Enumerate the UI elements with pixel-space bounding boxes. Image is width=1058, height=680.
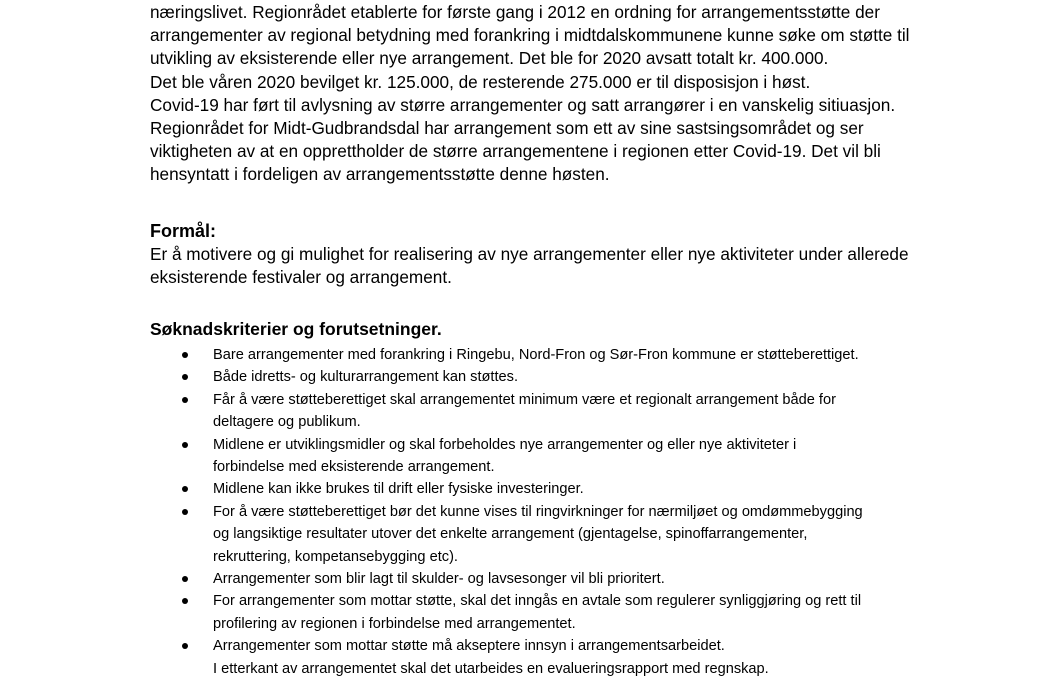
criteria-list-item [150,434,863,479]
formal-line: eksisterende festivaler og arrangement. [150,267,452,288]
bullet-icon [182,397,188,403]
formal-section [150,219,909,289]
criteria-item-line: Både idretts- og kulturarrangement kan støttes. [213,369,518,386]
intro-line: næringslivet. Regionrådet etablerte for første gang i 2012 en ordning for arrangementsstøtte der [150,2,880,22]
criteria-list-item [150,344,863,366]
criteria-list-item [150,389,863,434]
criteria-item-line: Midlene kan ikke brukes til drift eller fysiske investeringer. [213,481,584,498]
criteria-list-item [150,590,863,635]
criteria-item-line: og langsiktige resultater utover det enkelte arrangement (gjentagelse, spinoffarrangementer, [213,526,808,543]
criteria-list-item [150,478,863,500]
intro-line: Det ble våren 2020 bevilget kr. 125.000, de resterende 275.000 er til disposisjon i høst. [150,71,811,92]
criteria-item-line: Midlene er utviklingsmidler og skal forbeholdes nye arrangementer og eller nye aktiviteter i [213,436,797,453]
criteria-item-line: deltagere og publikum. [213,414,361,431]
intro-line: arrangementer av regional betydning med forankring i midtdalskommunene kunne søke om støtte til [150,25,910,46]
intro-line: viktigheten av at en opprettholder de større arrangementene i regionen etter Covid-19. Det vil bli [150,141,881,162]
criteria-list-item [150,501,863,568]
criteria-list-item [150,635,863,680]
criteria-item-line: I etterkant av arrangementet skal det utarbeides en evalueringsrapport med regnskap. [213,660,769,677]
bullet-icon [182,352,188,358]
criteria-item-line: rekruttering, kompetansebygging etc). [213,548,458,565]
bullet-icon [182,442,188,448]
criteria-item-line: Arrangementer som blir lagt til skulder- og lavsesonger vil bli prioritert. [213,571,665,588]
criteria-list-item [150,366,863,388]
bullet-icon [182,598,188,604]
criteria-section [150,317,863,680]
formal-heading: Formål: [150,221,217,241]
intro-line: utvikling av eksisterende eller nye arrangement. Det ble for 2020 avsatt totalt kr. 400.000. [150,48,829,69]
bullet-icon [182,643,188,649]
criteria-list [150,344,863,680]
criteria-item-line: forbindelse med eksisterende arrangement. [213,459,495,476]
formal-line: Er å motivere og gi mulighet for realisering av nye arrangementer eller nye aktiviteter under allerede [150,244,909,264]
intro-line: Covid-19 har ført til avlysning av større arrangementer og satt arrangører i en vanskelig sitiuasjon. [150,94,896,115]
criteria-list-item [150,568,863,590]
criteria-item-line: Bare arrangementer med forankring i Ringebu, Nord-Fron og Sør-Fron kommune er støtteberettiget. [213,347,859,363]
bullet-icon [182,576,188,582]
criteria-heading: Søknadskriterier og forutsetninger. [150,319,442,339]
criteria-item-line: For å være støtteberettiget bør det kunne vises til ringvirkninger for nærmiljøet og omdømmebygging [213,503,863,520]
intro-line: Regionrådet for Midt-Gudbrandsdal har arrangement som ett av sine sastsingsområdet og ser [150,118,864,139]
bullet-icon [182,374,188,380]
intro-paragraph [150,1,910,187]
criteria-item-line: For arrangementer som mottar støtte, skal det inngås en avtale som regulerer synliggjøring og rett til [213,593,862,610]
intro-line: hensyntatt i fordeligen av arrangementsstøtte denne høsten. [150,164,610,185]
criteria-item-line: Arrangementer som mottar støtte må akseptere innsyn i arrangementsarbeidet. [213,638,725,655]
criteria-item-line: profilering av regionen i forbindelse med arrangementet. [213,615,576,632]
bullet-icon [182,486,188,492]
criteria-item-line: Får å være støtteberettiget skal arrangementet minimum være et regionalt arrangement både for [213,391,836,408]
bullet-icon [182,509,188,515]
